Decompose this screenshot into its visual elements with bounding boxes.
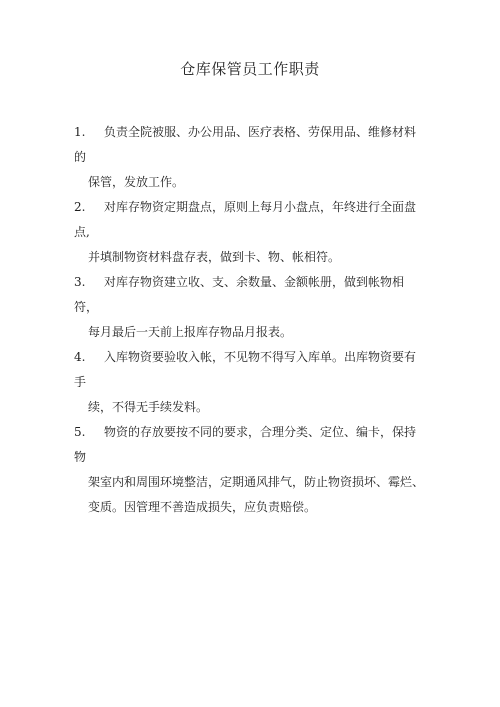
duty-item-number: 2. [74, 200, 86, 214]
duty-item-first-line [74, 345, 434, 370]
duty-item-first-line [74, 120, 434, 145]
duty-item-number: 3. [74, 275, 86, 289]
duty-item-wrap-line: 的 [74, 150, 87, 164]
duty-item-2 [74, 195, 434, 270]
duty-item-continuation: 每月最后一天前上报库存物品月报表。 [88, 325, 293, 339]
duty-item-wrap-line: 物 [74, 450, 87, 464]
duty-item-wrap-line: 手 [74, 375, 87, 389]
duty-item-3 [74, 270, 434, 345]
duty-item-wrap-line: 符， [74, 300, 99, 314]
duty-item-first-line [74, 270, 434, 295]
duty-item-first-line [74, 420, 434, 445]
duty-item-first-line [74, 195, 434, 220]
duty-item-continuation: 续，不得无手续发料。 [88, 400, 209, 414]
duty-item-text: 物资的存放要按不同的要求，合理分类、定位、编卡，保持 [104, 425, 417, 439]
duty-item-number: 4. [74, 350, 86, 364]
duty-item-1 [74, 120, 434, 195]
document-title: 仓库保管员工作职责 [180, 60, 320, 78]
duty-item-continuation: 变质。因管理不善造成损失，应负责赔偿。 [88, 500, 317, 514]
duty-item-continuation: 架室内和周围环境整洁，定期通风排气，防止物资损坏、霉烂、 [88, 475, 425, 489]
duty-item-continuation: 并填制物资材料盘存表，做到卡、物、帐相符。 [88, 250, 341, 264]
duty-item-5 [74, 420, 434, 520]
duty-item-text: 对库存物资定期盘点，原则上每月小盘点，年终进行全面盘 [104, 200, 417, 214]
duty-item-text: 入库物资要验收入帐，不见物不得写入库单。出库物资要有 [104, 350, 417, 364]
duty-item-4 [74, 345, 434, 420]
duty-list [74, 120, 434, 520]
duty-item-text: 负责全院被服、办公用品、医疗表格、劳保用品、维修材料 [104, 125, 417, 139]
duty-item-number: 1. [74, 125, 86, 139]
duty-item-continuation: 保管，发放工作。 [88, 175, 185, 189]
duty-item-number: 5. [74, 425, 86, 439]
duty-item-text: 对库存物资建立收、支、余数量、金额帐册，做到帐物相 [104, 275, 405, 289]
duty-item-wrap-line: 点, [74, 225, 90, 239]
